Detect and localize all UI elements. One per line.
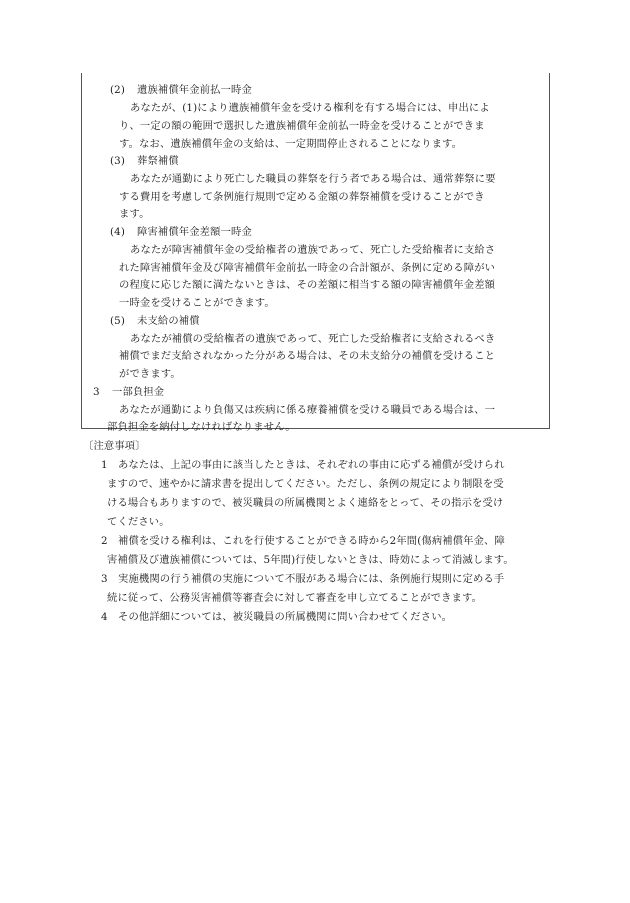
item-3-line-3: ます。 bbox=[119, 208, 150, 220]
item-4-title: 障害補償年金差額一時金 bbox=[137, 226, 252, 238]
item-3-line-1: あなたが通勤により死亡した職員の葬祭を行う者である場合は、通常葬祭に要 bbox=[130, 173, 496, 185]
note-2-line-1: 補償を受ける権利は、これを行使することができる時から2年間(傷病補償年金、障 bbox=[118, 535, 505, 547]
note-1-line-1: あなたは、上記の事由に該当したときは、それぞれの事由に応ずる補償が受けられ bbox=[118, 459, 505, 471]
section-3-number: 3 bbox=[93, 386, 100, 398]
note-1-line-2: ますので、速やかに請求書を提出してください。ただし、条例の規定により制限を受 bbox=[107, 478, 504, 490]
note-3-number: 3 bbox=[101, 573, 108, 585]
item-5-line-1: あなたが補償の受給権者の遺族であって、死亡した受給権者に支給されるべき bbox=[130, 333, 496, 345]
item-4-line-1: あなたが障害補償年金の受給権者の遺族であって、死亡した受給権者に支給さ bbox=[130, 244, 496, 256]
note-2-number: 2 bbox=[101, 535, 108, 547]
section-3-title: 一部負担金 bbox=[112, 386, 165, 398]
item-2-line-3: す。なお、遺族補償年金の支給は、一定期間停止されることになります。 bbox=[119, 138, 463, 150]
item-3-title: 葬祭補償 bbox=[137, 155, 179, 167]
item-4-number: (4) bbox=[110, 226, 126, 238]
item-5-line-3: ができます。 bbox=[119, 368, 181, 380]
item-3-number: (3) bbox=[110, 155, 126, 167]
item-2-line-1: あなたが、(1)により遺族補償年金を受ける権利を有する場合には、申出によ bbox=[130, 102, 490, 114]
item-5-title: 未支給の補償 bbox=[137, 315, 200, 327]
note-2-line-2: 害補償及び遺族補償については、5年間)行使しないときは、時効によって消滅します。 bbox=[107, 554, 514, 566]
item-4-line-4: 一時金を受けることができます。 bbox=[119, 297, 275, 309]
note-4-line-1: その他詳細については、被災職員の所属機関に問い合わせてください。 bbox=[118, 611, 453, 623]
item-2-number: (2) bbox=[110, 84, 126, 96]
note-3-line-1: 実施機関の行う補償の実施について不服がある場合には、条例施行規則に定める手 bbox=[118, 573, 505, 585]
item-3-line-2: する費用を考慮して条例施行規則で定める金額の葬祭補償を受けることができ bbox=[119, 191, 485, 203]
item-4-line-3: の程度に応じた額に満たないときは、その差額に相当する額の障害補償年金差額 bbox=[119, 279, 496, 291]
section-3-line-2: 部負担金を納付しなければなりません。 bbox=[107, 421, 296, 433]
section-3-line-1: あなたが通勤により負傷又は疾病に係る療養補償を受ける職員である場合は、一 bbox=[119, 404, 496, 416]
note-3-line-2: 続に従って、公務災害補償等審査会に対して審査を申し立てることができます。 bbox=[107, 592, 483, 604]
note-1-number: 1 bbox=[101, 459, 108, 471]
note-1-line-4: てください。 bbox=[107, 516, 170, 528]
item-5-number: (5) bbox=[110, 315, 126, 327]
item-2-title: 遺族補償年金前払一時金 bbox=[137, 84, 252, 96]
item-5-line-2: 補償でまだ支給されなかった分がある場合は、その未支給分の補償を受けること bbox=[119, 350, 496, 362]
item-2-line-2: り、一定の額の範囲で選択した遺族補償年金前払一時金を受けることができま bbox=[119, 120, 485, 132]
notes-heading: 〔注意事項〕 bbox=[83, 440, 146, 452]
note-4-number: 4 bbox=[101, 611, 108, 623]
item-4-line-2: れた障害補償年金及び障害補償年金前払一時金の合計額が、条例に定める障がい bbox=[119, 262, 496, 274]
note-1-line-3: ける場合もありますので、被災職員の所属機関とよく連絡をとって、その指示を受け bbox=[107, 497, 504, 509]
